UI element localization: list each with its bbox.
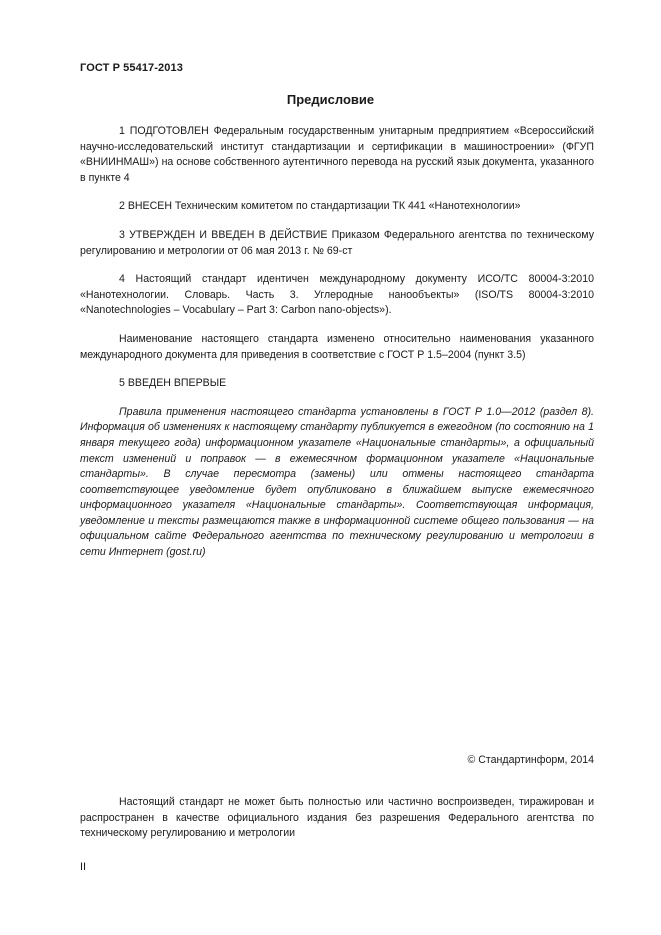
paragraph-submitted-by: 2 ВНЕСЕН Техническим комитетом по стандартизации ТК 441 «Нанотехнологии» xyxy=(119,200,521,213)
page-number: II xyxy=(80,861,87,873)
paragraph-approved: 3 УТВЕРЖДЕН И ВВЕДЕН В ДЕЙСТВИЕ Приказом Федерального агентства по техническому регулированию и метрологии от 06 мая 2013 г. № 69-ст xyxy=(80,228,594,257)
paragraph-prepared-by: 1 ПОДГОТОВЛЕН Федеральным государственным унитарным предприятием «Всероссийский научно-исследовательский институт стандартизации и сертификации в машиностроении» (ФГУП «ВНИИНМАШ») на основе собственного аутентичного перевода на русский язык документа, указанного в пункте 4 xyxy=(80,125,594,184)
paragraph-name-change: Наименование настоящего стандарта изменено относительно наименования указанного международного документа для приведения в соответствие с ГОСТ Р 1.5–2004 (пункт 3.5) xyxy=(80,332,594,361)
paragraph-identical-standard: 4 Настоящий стандарт идентичен международному документу ИСО/ТС 80004-3:2010 «Нанотехнологии. Словарь. Часть 3. Углеродные нанообъекты» (ISO/TS 80004-3:2010 «Nanotechnologies – Vocabulary – Part 3: Carbon nano-objects»). xyxy=(80,273,594,317)
reproduction-notice: Настоящий стандарт не может быть полностью или частично воспроизведен, тиражирован и распространен в качестве официального издания без разрешения Федерального агентства по техническому регулированию и метрологии xyxy=(80,796,594,840)
paragraph-application-rules: Правила применения настоящего стандарта установлены в ГОСТ Р 1.0—2012 (раздел 8). Информация об изменениях к настоящему стандарту публикуется в ежегодном (по состоянию на 1 января текущего года) информационном указателе «Национальные стандарты», а официальный текст изменений и поправок — в ежемесячном формационном указателе «Национальные стандарты». В случае пересмотра (замены) или отмены настоящего стандарта соответствующее уведомление будет опубликовано в ближайшем выпуске ежемесячного информационного указателя «Национальные стандарты». Соответствующая информация, уведомление и тексты размещаются также в информационной системе общего пользования — на официальном сайте Федерального агентства по техническому регулированию и метрологии в сети Интернет (gost.ru) xyxy=(80,405,594,559)
paragraph-introduced-first: 5 ВВЕДЕН ВПЕРВЫЕ xyxy=(119,377,227,390)
foreword-body xyxy=(80,124,594,561)
section-title: Предисловие xyxy=(286,92,375,107)
document-code: ГОСТ Р 55417-2013 xyxy=(80,62,183,74)
copyright-line: © Стандартинформ, 2014 xyxy=(467,754,594,766)
